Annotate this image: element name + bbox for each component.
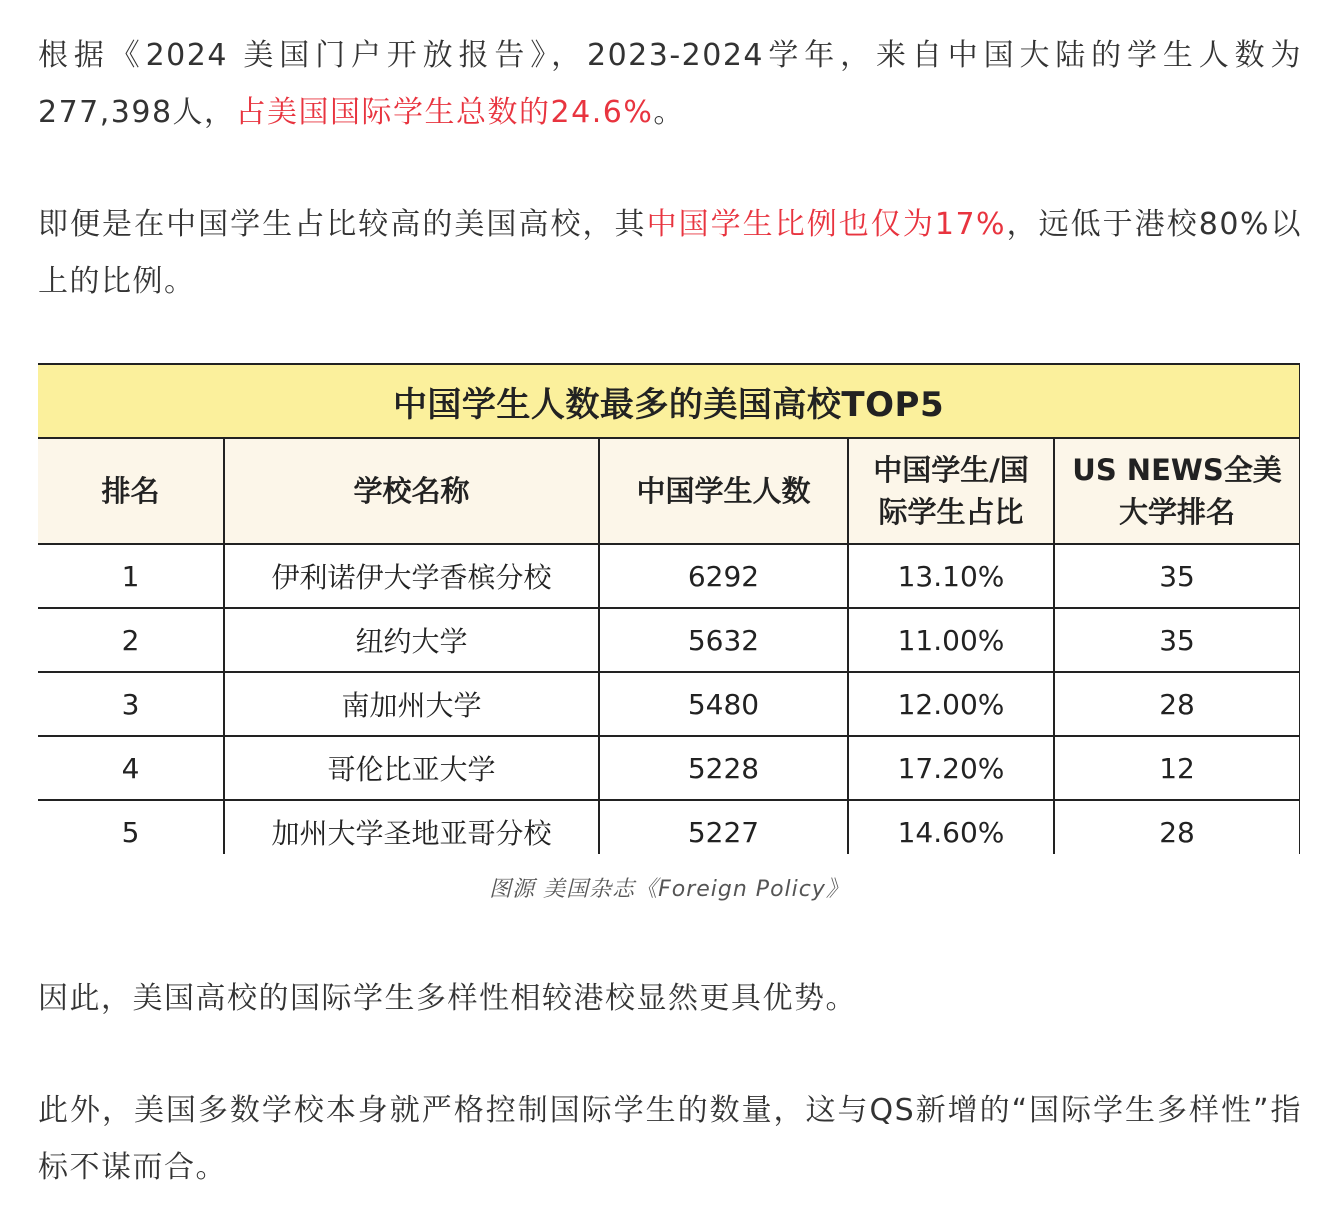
header-chinese-count: 中国学生人数	[599, 438, 848, 544]
header-usnews-rank	[1054, 438, 1300, 544]
table-figure	[38, 363, 1300, 903]
paragraph-text: ，远低于港校80%以上的比例。	[38, 207, 1302, 299]
cell-ratio: 14.60%	[848, 800, 1054, 854]
table-row	[38, 736, 1300, 800]
paragraph-text: 即便是在中国学生占比较高的美国高校，其	[38, 207, 647, 242]
header-usnews-line1: US NEWS全美	[1072, 453, 1282, 487]
header-school-name: 学校名称	[224, 438, 599, 544]
cell-chinese-count: 5228	[599, 736, 848, 800]
cell-rank: 4	[38, 736, 224, 800]
cell-ratio: 11.00%	[848, 608, 1054, 672]
table-title: 中国学生人数最多的美国高校TOP5	[38, 364, 1300, 438]
cell-school-name: 纽约大学	[224, 608, 599, 672]
cell-rank: 5	[38, 800, 224, 854]
header-ratio	[848, 438, 1054, 544]
header-usnews-line2: 大学排名	[1119, 495, 1236, 529]
cell-usnews-rank: 35	[1054, 544, 1300, 608]
header-rank: 排名	[38, 438, 224, 544]
table-row	[38, 800, 1300, 854]
cell-chinese-count: 6292	[599, 544, 848, 608]
image-caption: 图源 美国杂志《Foreign Policy》	[489, 877, 849, 902]
paragraph-text: 根据《2024 美国门户开放报告》，2023-2024学年，来自中国大陆的学生人数为277,398人，	[38, 38, 1302, 130]
cell-usnews-rank: 12	[1054, 736, 1300, 800]
cell-school-name: 哥伦比亚大学	[224, 736, 599, 800]
highlight-text: 中国学生比例也仅为17%	[646, 207, 1007, 242]
cell-chinese-count: 5227	[599, 800, 848, 854]
cell-school-name: 加州大学圣地亚哥分校	[224, 800, 599, 854]
top5-table	[38, 363, 1300, 854]
paragraph-diversity: 因此，美国高校的国际学生多样性相较港校显然更具优势。	[38, 981, 857, 1016]
header-ratio-line2: 际学生占比	[878, 495, 1024, 529]
paragraph-report-stats	[38, 27, 1302, 141]
cell-ratio: 13.10%	[848, 544, 1054, 608]
cell-school-name: 南加州大学	[224, 672, 599, 736]
cell-usnews-rank: 28	[1054, 800, 1300, 854]
paragraph-ratio-compare	[38, 196, 1302, 310]
cell-rank: 2	[38, 608, 224, 672]
cell-rank: 1	[38, 544, 224, 608]
table-row	[38, 608, 1300, 672]
paragraph-text: 。	[653, 95, 685, 130]
highlight-text: 占美国国际学生总数的24.6%	[235, 95, 654, 130]
cell-chinese-count: 5632	[599, 608, 848, 672]
table-image	[38, 363, 1300, 854]
table-row	[38, 672, 1300, 736]
cell-ratio: 12.00%	[848, 672, 1054, 736]
cell-chinese-count: 5480	[599, 672, 848, 736]
table-header-row	[38, 438, 1300, 544]
cell-rank: 3	[38, 672, 224, 736]
table-row	[38, 544, 1300, 608]
cell-usnews-rank: 35	[1054, 608, 1300, 672]
cell-ratio: 17.20%	[848, 736, 1054, 800]
paragraph-qs-indicator: 此外，美国多数学校本身就严格控制国际学生的数量，这与QS新增的“国际学生多样性”指标不谋而合。	[38, 1093, 1302, 1185]
header-ratio-line1: 中国学生/国	[873, 453, 1029, 487]
cell-usnews-rank: 28	[1054, 672, 1300, 736]
cell-school-name: 伊利诺伊大学香槟分校	[224, 544, 599, 608]
